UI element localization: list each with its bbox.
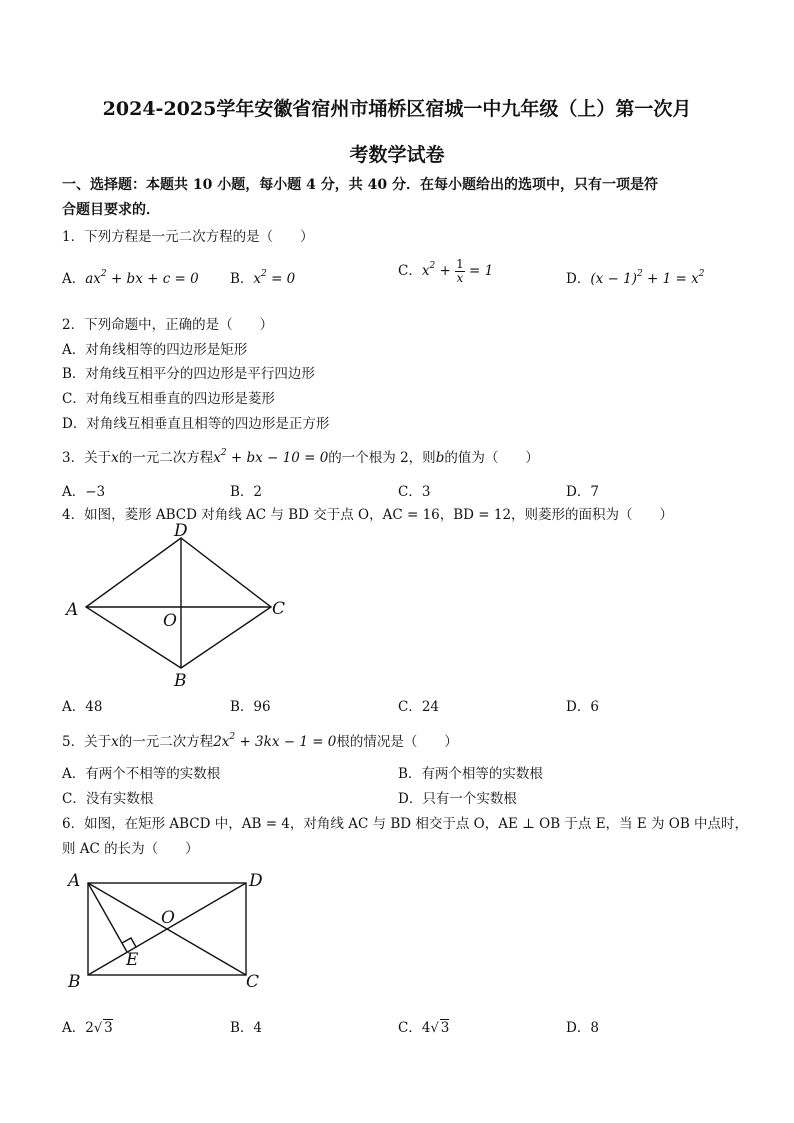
q4-label-a: A bbox=[66, 600, 79, 620]
q1-option-c bbox=[398, 258, 493, 285]
q1-stem: 1．下列方程是一元二次方程的是（ ） bbox=[62, 229, 314, 245]
q6-option-d: D．8 bbox=[566, 1020, 599, 1036]
page-title-line2: 考数学试卷 bbox=[349, 144, 445, 166]
q6-option-c-coef: 4 bbox=[421, 1020, 431, 1036]
q3-var-b: b bbox=[435, 450, 445, 466]
q2-option-a: A．对角线相等的四边形是矩形 bbox=[62, 342, 248, 358]
q4-label-o: O bbox=[163, 611, 177, 631]
q4-label-d: D bbox=[174, 521, 188, 541]
q1-option-b bbox=[230, 267, 295, 287]
q5-option-c: C．没有实数根 bbox=[62, 791, 154, 807]
q6-option-c-radicand: 3 bbox=[440, 1020, 450, 1036]
q6-option-a-radicand: 3 bbox=[104, 1020, 113, 1036]
q1-option-c-math: $x^2$ + $\frac{1}{x}$ = 1 bbox=[421, 257, 494, 285]
q3-option-c: C．3 bbox=[398, 484, 431, 500]
q6-option-a: A．2√ 3 bbox=[62, 1020, 113, 1036]
q6-option-b: B．4 bbox=[230, 1020, 263, 1036]
q4-label-c: C bbox=[272, 599, 286, 619]
q1-option-b-math: $x^2 = 0$ bbox=[253, 269, 296, 287]
q3-stem bbox=[62, 446, 539, 466]
q3-option-b: B．2 bbox=[230, 484, 263, 500]
q5-equation: $2x^2 + 3kx - 1 = 0$ bbox=[213, 732, 337, 750]
q1-option-d-math: $(x - 1)^2 + 1 = x^2$ bbox=[590, 269, 705, 287]
q1-option-c-label: C． bbox=[398, 263, 422, 279]
q5-option-b: B．有两个相等的实数根 bbox=[398, 766, 543, 782]
q5-stem-pre: 5．关于 bbox=[62, 734, 112, 750]
q4-option-d: D．6 bbox=[566, 699, 599, 715]
q2-stem: 2．下列命题中，正确的是（ ） bbox=[62, 317, 274, 333]
q6-label-b: B bbox=[68, 972, 81, 992]
q6-label-a: A bbox=[68, 871, 81, 891]
q6-option-a-coef: 2 bbox=[85, 1020, 94, 1036]
q1-option-d-label: D． bbox=[566, 271, 591, 287]
q4-option-b: B．96 bbox=[230, 699, 271, 715]
q3-stem-mid2: 的一个根为 2，则 bbox=[328, 450, 436, 466]
q4-option-a: A．48 bbox=[62, 699, 103, 715]
q6-rectangle-figure bbox=[60, 862, 280, 997]
q3-option-a: A．−3 bbox=[62, 484, 106, 500]
q1-option-a-label: A． bbox=[62, 271, 86, 287]
q6-label-c: C bbox=[246, 972, 260, 992]
q1-option-b-label: B． bbox=[230, 271, 254, 287]
q6-label-e: E bbox=[126, 950, 139, 970]
q4-rhombus-outline bbox=[86, 538, 271, 668]
q2-option-b: B．对角线互相平分的四边形是平行四边形 bbox=[62, 366, 315, 382]
q6-stem-line2: 则 AC 的长为（ ） bbox=[62, 841, 199, 857]
q3-stem-end: 的值为（ ） bbox=[444, 450, 539, 466]
q6-option-a-label: A． bbox=[62, 1020, 86, 1036]
q3-var-x: x bbox=[111, 450, 119, 466]
q3-equation: $x^2$ + bx − 10 = 0 bbox=[213, 448, 329, 466]
section-header-line2: 合题目要求的． bbox=[62, 202, 160, 218]
q5-var-x: x bbox=[111, 734, 119, 750]
q1-option-a bbox=[62, 267, 199, 287]
q6-option-c-label: C． bbox=[398, 1020, 422, 1036]
q5-option-a: A．有两个不相等的实数根 bbox=[62, 766, 221, 782]
q5-stem bbox=[62, 730, 458, 750]
q1-option-d bbox=[566, 267, 704, 287]
q5-stem-end: 根的情况是（ ） bbox=[336, 734, 458, 750]
q6-segment-ae bbox=[88, 883, 127, 952]
q2-option-d: D．对角线互相垂直且相等的四边形是正方形 bbox=[62, 416, 330, 432]
q5-stem-mid: 的一元二次方程 bbox=[118, 734, 214, 750]
q3-option-d: D．7 bbox=[566, 484, 599, 500]
q3-stem-pre: 3．关于 bbox=[62, 450, 112, 466]
q6-stem-line1: 6．如图，在矩形 ABCD 中，AB = 4，对角线 AC 与 BD 相交于点 O，AE ⊥ OB 于点 E，当 E 为 OB 中点时， bbox=[62, 816, 749, 832]
section-header-line1: 一、选择题：本题共 10 小题，每小题 4 分，共 40 分．在每小题给出的选项中，只有一项是符 bbox=[62, 177, 658, 193]
page-title-line1: 2024-2025学年安徽省宿州市埇桥区宿城一中九年级（上）第一次月 bbox=[102, 98, 692, 120]
q1-option-a-math: $ax^2$ + bx + c = 0 bbox=[85, 269, 199, 287]
q3-stem-mid1: 的一元二次方程 bbox=[118, 450, 214, 466]
q4-stem: 4．如图，菱形 ABCD 对角线 AC 与 BD 交于点 O，AC = 16，BD = 12，则菱形的面积为（ ） bbox=[62, 507, 674, 523]
q5-option-d: D．只有一个实数根 bbox=[398, 791, 517, 807]
q6-label-o: O bbox=[161, 908, 175, 928]
q2-option-c: C．对角线互相垂直的四边形是菱形 bbox=[62, 391, 275, 407]
q4-rhombus-figure bbox=[60, 520, 300, 695]
q4-label-b: B bbox=[174, 671, 187, 691]
q4-option-c: C．24 bbox=[398, 699, 440, 715]
q6-option-c: C．4√ 3 bbox=[398, 1020, 450, 1036]
q6-label-d: D bbox=[249, 871, 263, 891]
